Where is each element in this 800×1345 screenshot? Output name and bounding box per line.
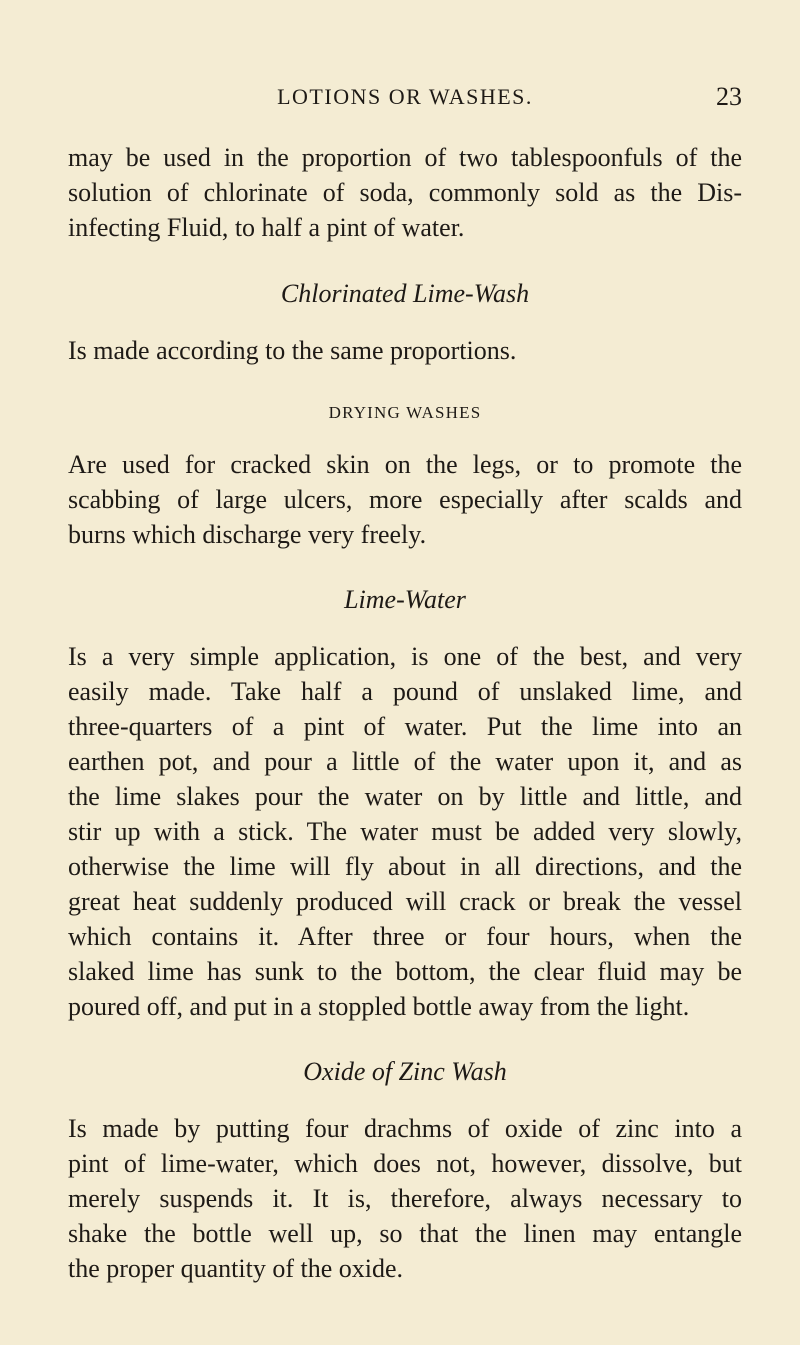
oxide-zinc-paragraph [68, 1111, 742, 1286]
text-line: Is made by putting four drachms of oxide of zinc into a [68, 1114, 742, 1143]
intro-paragraph [68, 140, 742, 245]
text-line: earthen pot, and pour a little of the water upon it, and as [68, 747, 742, 776]
text-line: may be used in the proportion of two tablespoonfuls of the [68, 143, 742, 172]
heading-drying-washes: DRYING WASHES [328, 403, 482, 422]
page-number: 23 [716, 82, 742, 111]
text-line: burns which discharge very freely. [68, 520, 427, 549]
text-line: which contains it. After three or four hours, when the [68, 922, 742, 951]
text-line: the lime slakes pour the water on by little and little, and [68, 782, 742, 811]
running-head [68, 82, 742, 112]
text-line: poured off, and put in a stoppled bottle away from the light. [68, 992, 690, 1021]
text-line: Are used for cracked skin on the legs, or to promote the [68, 450, 742, 479]
text-line: three-quarters of a pint of water. Put the lime into an [68, 712, 742, 741]
chlorinated-lime-paragraph [68, 333, 742, 368]
text-line: easily made. Take half a pound of unslaked lime, and [68, 677, 742, 706]
text-line: shake the bottle well up, so that the linen may entangle [68, 1219, 742, 1248]
text-line: infecting Fluid, to half a pint of water. [68, 213, 465, 242]
text-line: the proper quantity of the oxide. [68, 1254, 404, 1283]
heading-oxide-of-zinc-wash: Oxide of Zinc Wash [303, 1057, 507, 1086]
text-line: stir up with a stick. The water must be added very slowly, [68, 817, 742, 846]
text-line: Is made according to the same proportions. [68, 336, 517, 365]
drying-washes-paragraph [68, 447, 742, 552]
heading-lime-water: Lime-Water [344, 585, 466, 614]
text-line: solution of chlorinate of soda, commonly sold as the Dis- [68, 178, 742, 207]
text-line: scabbing of large ulcers, more especially after scalds and [68, 485, 742, 514]
lime-water-paragraph [68, 639, 742, 1024]
text-line: slaked lime has sunk to the bottom, the clear fluid may be [68, 957, 742, 986]
text-line: otherwise the lime will fly about in all directions, and the [68, 852, 742, 881]
text-line: merely suspends it. It is, therefore, always necessary to [68, 1184, 742, 1213]
running-title: LOTIONS OR WASHES. [277, 84, 533, 109]
heading-chlorinated-lime-wash: Chlorinated Lime-Wash [280, 279, 530, 308]
text-line: Is a very simple application, is one of the best, and very [68, 642, 742, 671]
text-line: pint of lime-water, which does not, however, dissolve, but [68, 1149, 742, 1178]
text-line: great heat suddenly produced will crack or break the vessel [68, 887, 742, 916]
